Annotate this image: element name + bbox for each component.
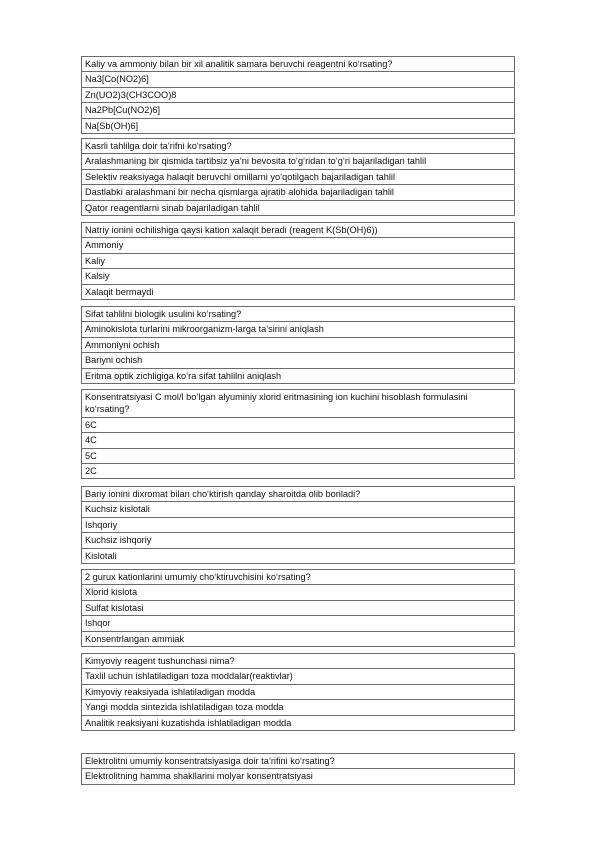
question-text: 2 gurux kationlarini umumiy cho‘ktiruvchisini ko‘rsating?	[82, 570, 515, 585]
option-text: Selektiv reaksiyaga halaqit beruvchi omillarni yo‘qotilgach bajariladigan tahlil	[82, 169, 515, 184]
option-text: Kuchsiz ishqoriy	[82, 533, 515, 548]
question-block-2	[81, 138, 515, 216]
option-text: Na2Pb[Cu(NO2)6]	[82, 103, 515, 118]
question-block-6	[81, 486, 515, 564]
option-text: Kimyoviy reaksiyada ishlatiladigan modda	[82, 684, 515, 699]
question-block-8	[81, 653, 515, 731]
option-text: Xalaqit bermaydi	[82, 284, 515, 299]
option-row	[82, 269, 515, 284]
option-row	[82, 322, 515, 337]
option-row	[82, 253, 515, 268]
option-row	[82, 700, 515, 715]
question-row	[82, 307, 515, 322]
option-text: Zn(UO2)3(CH3COO)8	[82, 87, 515, 102]
option-text: Ishqoriy	[82, 517, 515, 532]
option-row	[82, 464, 515, 479]
option-row	[82, 684, 515, 699]
option-text: Kislotali	[82, 548, 515, 563]
option-text: 6C	[82, 417, 515, 432]
option-text: 5C	[82, 448, 515, 463]
option-text: Ammoniy	[82, 238, 515, 253]
option-row	[82, 72, 515, 87]
question-row	[82, 487, 515, 502]
option-row	[82, 353, 515, 368]
option-row	[82, 631, 515, 646]
option-text: Kaliy	[82, 253, 515, 268]
option-text: Xlorid kislota	[82, 585, 515, 600]
option-text: Kuchsiz kislotali	[82, 502, 515, 517]
question-text: Elektrolitni umumiy konsentratsiyasiga doir ta’rifini ko‘rsating?	[82, 754, 515, 769]
option-row	[82, 517, 515, 532]
option-text: Ammoniyni ochish	[82, 337, 515, 352]
option-text: Ishqor	[82, 616, 515, 631]
option-row	[82, 548, 515, 563]
option-text: Na3[Co(NO2)6]	[82, 72, 515, 87]
option-text: Sulfat kislotasi	[82, 600, 515, 615]
question-text: Natriy ionini ochilishiga qaysi kation xalaqit beradi (reagent K(Sb(OH)6))	[82, 223, 515, 238]
option-text: Taxlil uchun ishlatiladigan toza moddalar(reaktivlar)	[82, 669, 515, 684]
option-row	[82, 87, 515, 102]
option-row	[82, 200, 515, 215]
option-text: Bariyni ochish	[82, 353, 515, 368]
option-row	[82, 715, 515, 730]
option-row	[82, 769, 515, 784]
option-text: Aminokislota turlarini mikroorganizm-larga ta’sirini aniqlash	[82, 322, 515, 337]
question-row	[82, 570, 515, 585]
question-row	[82, 754, 515, 769]
question-text: Bariy ionini dixromat bilan cho‘ktirish qanday sharoitda olib boriladi?	[82, 487, 515, 502]
option-row	[82, 502, 515, 517]
question-row	[82, 223, 515, 238]
question-block-9	[81, 753, 515, 785]
option-text: Konsentrlangan ammiak	[82, 631, 515, 646]
question-row	[82, 654, 515, 669]
option-row	[82, 433, 515, 448]
option-row	[82, 600, 515, 615]
option-text: Analitik reaksiyani kuzatishda ishlatiladigan modda	[82, 715, 515, 730]
option-row	[82, 103, 515, 118]
question-block-7	[81, 569, 515, 647]
option-row	[82, 169, 515, 184]
option-text: Elektrolitning hamma shakllarini molyar konsentratsiyasi	[82, 769, 515, 784]
option-row	[82, 585, 515, 600]
question-block-4	[81, 306, 515, 384]
option-text: Qator reagentlarni sinab bajariladigan tahlil	[82, 200, 515, 215]
question-text: Konsentratsiyasi C mol/l bo‘lgan alyuminiy xlorid eritmasining ion kuchini hisoblash formulasini ko‘rsating?	[82, 390, 515, 418]
option-text: 2C	[82, 464, 515, 479]
question-row	[82, 139, 515, 154]
question-block-1	[81, 56, 515, 134]
option-row	[82, 417, 515, 432]
question-text: Kasrli tahlilga doir ta’rifni ko‘rsating?	[82, 139, 515, 154]
option-text: 4C	[82, 433, 515, 448]
question-text: Kimyoviy reagent tushunchasi nima?	[82, 654, 515, 669]
question-text: Kaliy va ammoniy bilan bir xil analitik samara beruvchi reagentni ko‘rsating?	[82, 57, 515, 72]
option-row	[82, 616, 515, 631]
option-text: Kalsiy	[82, 269, 515, 284]
option-row	[82, 669, 515, 684]
option-text: Aralashmaning bir qismida tartibsiz ya’ni bevosita to‘g‘ridan to‘g‘ri bajariladigan tahlil	[82, 154, 515, 169]
option-text: Eritma optik zichligiga ko‘ra sifat tahlilni aniqlash	[82, 368, 515, 383]
question-row	[82, 390, 515, 418]
question-text: Sifat tahlilni biologik usulini ko‘rsating?	[82, 307, 515, 322]
option-row	[82, 368, 515, 383]
option-row	[82, 337, 515, 352]
option-row	[82, 154, 515, 169]
option-text: Na[Sb(OH)6]	[82, 118, 515, 133]
question-row	[82, 57, 515, 72]
option-text: Yangi modda sintezida ishlatiladigan toza modda	[82, 700, 515, 715]
option-row	[82, 448, 515, 463]
option-row	[82, 118, 515, 133]
option-text: Dastlabki aralashmani bir necha qismlarga ajratib alohida bajariladigan tahlil	[82, 185, 515, 200]
option-row	[82, 185, 515, 200]
question-block-3	[81, 222, 515, 300]
option-row	[82, 284, 515, 299]
option-row	[82, 238, 515, 253]
question-block-5	[81, 389, 515, 479]
option-row	[82, 533, 515, 548]
